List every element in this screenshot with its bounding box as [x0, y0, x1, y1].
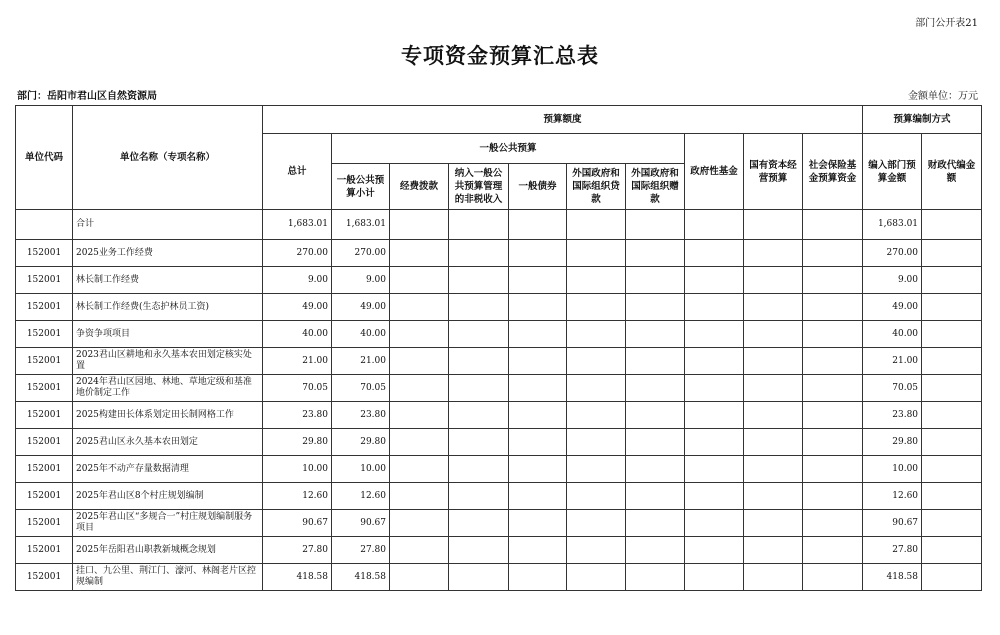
fiscal-proxy-cell: [922, 510, 982, 537]
foreign-grant-cell: [626, 510, 685, 537]
unit-code-cell: 152001: [16, 294, 73, 321]
general-bond-cell: [509, 510, 567, 537]
unit-name-cell: 挂口、九公里、荆江门、濠河、林阁老片区控规编制: [73, 564, 263, 591]
state-capital-cell: [744, 537, 803, 564]
fiscal-proxy-cell: [922, 267, 982, 294]
unit-code-cell: 152001: [16, 564, 73, 591]
table-row: [16, 294, 982, 321]
unit-name-cell: 林长制工作经费: [73, 267, 263, 294]
nontax-cell: [449, 321, 509, 348]
foreign-grant-cell: [626, 429, 685, 456]
total-cell: 1,683.01: [263, 210, 332, 240]
dept-budget-cell: 29.80: [863, 429, 922, 456]
foreign-loan-cell: [567, 510, 626, 537]
table-row: [16, 321, 982, 348]
total-cell: 270.00: [263, 240, 332, 267]
nontax-cell: [449, 240, 509, 267]
gov-fund-cell: [685, 267, 744, 294]
funding-cell: [390, 321, 449, 348]
state-capital-cell: [744, 510, 803, 537]
table-row: [16, 510, 982, 537]
unit-code-cell: 152001: [16, 456, 73, 483]
unit-code-cell: 152001: [16, 240, 73, 267]
total-cell: 90.67: [263, 510, 332, 537]
foreign-loan-cell: [567, 564, 626, 591]
foreign-loan-cell: [567, 402, 626, 429]
state-capital-cell: [744, 402, 803, 429]
foreign-grant-cell: [626, 348, 685, 375]
gp-subtotal-cell: 12.60: [332, 483, 390, 510]
gov-fund-cell: [685, 483, 744, 510]
foreign-grant-cell: [626, 375, 685, 402]
total-cell: 10.00: [263, 456, 332, 483]
unit-name-cell: 林长制工作经费(生态护林员工资): [73, 294, 263, 321]
total-cell: 21.00: [263, 348, 332, 375]
dept-budget-cell: 90.67: [863, 510, 922, 537]
header-general-bond: 一般债券: [509, 164, 567, 210]
nontax-cell: [449, 456, 509, 483]
table-row: [16, 348, 982, 375]
general-bond-cell: [509, 402, 567, 429]
unit-name-cell: 2025年不动产存量数据清理: [73, 456, 263, 483]
foreign-loan-cell: [567, 348, 626, 375]
foreign-loan-cell: [567, 375, 626, 402]
total-cell: 418.58: [263, 564, 332, 591]
total-cell: 70.05: [263, 375, 332, 402]
table-row: [16, 483, 982, 510]
dept-budget-cell: 23.80: [863, 402, 922, 429]
header-social-insurance: 社会保险基金预算资金: [803, 134, 863, 210]
gp-subtotal-cell: 21.00: [332, 348, 390, 375]
foreign-grant-cell: [626, 456, 685, 483]
page-tag: 部门公开表21: [915, 18, 978, 29]
foreign-grant-cell: [626, 267, 685, 294]
funding-cell: [390, 429, 449, 456]
funding-cell: [390, 240, 449, 267]
table-row: [16, 456, 982, 483]
unit-name-cell: 合计: [73, 210, 263, 240]
social-insurance-cell: [803, 240, 863, 267]
gp-subtotal-cell: 1,683.01: [332, 210, 390, 240]
total-cell: 12.60: [263, 483, 332, 510]
state-capital-cell: [744, 348, 803, 375]
social-insurance-cell: [803, 321, 863, 348]
gov-fund-cell: [685, 348, 744, 375]
dept-budget-cell: 27.80: [863, 537, 922, 564]
table-row: [16, 375, 982, 402]
header-foreign-grant: 外国政府和国际组织赠款: [626, 164, 685, 210]
general-bond-cell: [509, 267, 567, 294]
social-insurance-cell: [803, 294, 863, 321]
general-bond-cell: [509, 375, 567, 402]
dept-budget-cell: 40.00: [863, 321, 922, 348]
foreign-loan-cell: [567, 267, 626, 294]
amount-unit-label: 金额单位：万元: [908, 91, 978, 102]
gp-subtotal-cell: 418.58: [332, 564, 390, 591]
gp-subtotal-cell: 90.67: [332, 510, 390, 537]
header-compile-method: 预算编制方式: [863, 106, 982, 134]
total-row: [16, 210, 982, 240]
funding-cell: [390, 510, 449, 537]
state-capital-cell: [744, 294, 803, 321]
table-header: [16, 106, 982, 210]
fiscal-proxy-cell: [922, 210, 982, 240]
fiscal-proxy-cell: [922, 348, 982, 375]
foreign-loan-cell: [567, 456, 626, 483]
header-nontax: 纳入一般公共预算管理的非税收入: [449, 164, 509, 210]
fiscal-proxy-cell: [922, 402, 982, 429]
dept-budget-cell: 418.58: [863, 564, 922, 591]
foreign-grant-cell: [626, 294, 685, 321]
gp-subtotal-cell: 49.00: [332, 294, 390, 321]
nontax-cell: [449, 564, 509, 591]
header-dept-budget: 编入部门预算金额: [863, 134, 922, 210]
total-cell: 9.00: [263, 267, 332, 294]
dept-budget-cell: 10.00: [863, 456, 922, 483]
unit-name-cell: 2025业务工作经费: [73, 240, 263, 267]
gp-subtotal-cell: 70.05: [332, 375, 390, 402]
gp-subtotal-cell: 23.80: [332, 402, 390, 429]
social-insurance-cell: [803, 456, 863, 483]
funding-cell: [390, 267, 449, 294]
table-row: [16, 402, 982, 429]
header-unit-code: 单位代码: [16, 106, 73, 210]
table-row: [16, 240, 982, 267]
unit-name-cell: 2023君山区耕地和永久基本农田划定核实处置: [73, 348, 263, 375]
unit-code-cell: 152001: [16, 348, 73, 375]
page-title: 专项资金预算汇总表: [401, 44, 599, 68]
gov-fund-cell: [685, 537, 744, 564]
fiscal-proxy-cell: [922, 483, 982, 510]
funding-cell: [390, 564, 449, 591]
general-bond-cell: [509, 321, 567, 348]
fiscal-proxy-cell: [922, 564, 982, 591]
total-cell: 49.00: [263, 294, 332, 321]
dept-budget-cell: 9.00: [863, 267, 922, 294]
state-capital-cell: [744, 240, 803, 267]
dept-budget-cell: 1,683.01: [863, 210, 922, 240]
funding-cell: [390, 210, 449, 240]
state-capital-cell: [744, 456, 803, 483]
unit-name-cell: 2025年君山区8个村庄规划编制: [73, 483, 263, 510]
social-insurance-cell: [803, 510, 863, 537]
state-capital-cell: [744, 429, 803, 456]
funding-cell: [390, 375, 449, 402]
social-insurance-cell: [803, 402, 863, 429]
general-bond-cell: [509, 537, 567, 564]
funding-cell: [390, 483, 449, 510]
gp-subtotal-cell: 9.00: [332, 267, 390, 294]
foreign-loan-cell: [567, 210, 626, 240]
general-bond-cell: [509, 456, 567, 483]
unit-name-cell: 争资争项项目: [73, 321, 263, 348]
table-row: [16, 564, 982, 591]
table-body: [16, 210, 982, 591]
total-cell: 29.80: [263, 429, 332, 456]
foreign-grant-cell: [626, 240, 685, 267]
foreign-loan-cell: [567, 429, 626, 456]
general-bond-cell: [509, 564, 567, 591]
total-cell: 40.00: [263, 321, 332, 348]
fiscal-proxy-cell: [922, 429, 982, 456]
total-cell: 23.80: [263, 402, 332, 429]
unit-code-cell: 152001: [16, 321, 73, 348]
header-unit-name: 单位名称（专项名称）: [73, 106, 263, 210]
social-insurance-cell: [803, 564, 863, 591]
social-insurance-cell: [803, 375, 863, 402]
table-row: [16, 537, 982, 564]
gp-subtotal-cell: 270.00: [332, 240, 390, 267]
department-label: 部门：岳阳市君山区自然资源局: [17, 91, 157, 102]
gov-fund-cell: [685, 402, 744, 429]
unit-code-cell: 152001: [16, 375, 73, 402]
fiscal-proxy-cell: [922, 537, 982, 564]
budget-table: [15, 105, 982, 591]
social-insurance-cell: [803, 429, 863, 456]
dept-budget-cell: 12.60: [863, 483, 922, 510]
state-capital-cell: [744, 210, 803, 240]
header-foreign-loan: 外国政府和国际组织贷款: [567, 164, 626, 210]
social-insurance-cell: [803, 348, 863, 375]
header-budget-amount: 预算额度: [263, 106, 863, 134]
social-insurance-cell: [803, 210, 863, 240]
fiscal-proxy-cell: [922, 294, 982, 321]
nontax-cell: [449, 294, 509, 321]
state-capital-cell: [744, 483, 803, 510]
dept-budget-cell: 49.00: [863, 294, 922, 321]
header-gp-subtotal: 一般公共预算小计: [332, 164, 390, 210]
gov-fund-cell: [685, 210, 744, 240]
general-bond-cell: [509, 210, 567, 240]
foreign-grant-cell: [626, 402, 685, 429]
header-funding: 经费拨款: [390, 164, 449, 210]
gov-fund-cell: [685, 294, 744, 321]
unit-name-cell: 2024年君山区园地、林地、草地定级和基准地价制定工作: [73, 375, 263, 402]
state-capital-cell: [744, 375, 803, 402]
header-state-capital: 国有资本经营预算: [744, 134, 803, 210]
unit-code-cell: 152001: [16, 537, 73, 564]
header-gov-fund: 政府性基金: [685, 134, 744, 210]
nontax-cell: [449, 510, 509, 537]
social-insurance-cell: [803, 483, 863, 510]
gov-fund-cell: [685, 564, 744, 591]
dept-budget-cell: 270.00: [863, 240, 922, 267]
foreign-grant-cell: [626, 537, 685, 564]
general-bond-cell: [509, 348, 567, 375]
nontax-cell: [449, 375, 509, 402]
funding-cell: [390, 294, 449, 321]
fiscal-proxy-cell: [922, 456, 982, 483]
total-cell: 27.80: [263, 537, 332, 564]
unit-code-cell: 152001: [16, 483, 73, 510]
unit-name-cell: 2025年岳阳君山职教新城概念规划: [73, 537, 263, 564]
gov-fund-cell: [685, 375, 744, 402]
foreign-loan-cell: [567, 537, 626, 564]
gov-fund-cell: [685, 429, 744, 456]
nontax-cell: [449, 537, 509, 564]
foreign-grant-cell: [626, 483, 685, 510]
gov-fund-cell: [685, 321, 744, 348]
general-bond-cell: [509, 429, 567, 456]
unit-code-cell: [16, 210, 73, 240]
general-bond-cell: [509, 240, 567, 267]
nontax-cell: [449, 348, 509, 375]
foreign-grant-cell: [626, 564, 685, 591]
social-insurance-cell: [803, 537, 863, 564]
unit-code-cell: 152001: [16, 402, 73, 429]
foreign-loan-cell: [567, 240, 626, 267]
funding-cell: [390, 537, 449, 564]
unit-code-cell: 152001: [16, 429, 73, 456]
unit-name-cell: 2025年君山区“多规合一”村庄规划编制服务项目: [73, 510, 263, 537]
foreign-loan-cell: [567, 483, 626, 510]
nontax-cell: [449, 402, 509, 429]
gp-subtotal-cell: 10.00: [332, 456, 390, 483]
fiscal-proxy-cell: [922, 321, 982, 348]
fiscal-proxy-cell: [922, 375, 982, 402]
unit-name-cell: 2025构建田长体系划定田长制网格工作: [73, 402, 263, 429]
state-capital-cell: [744, 321, 803, 348]
social-insurance-cell: [803, 267, 863, 294]
header-total: 总计: [263, 134, 332, 210]
header-fiscal-proxy: 财政代编金额: [922, 134, 982, 210]
gp-subtotal-cell: 40.00: [332, 321, 390, 348]
nontax-cell: [449, 483, 509, 510]
dept-budget-cell: 70.05: [863, 375, 922, 402]
funding-cell: [390, 402, 449, 429]
nontax-cell: [449, 267, 509, 294]
gp-subtotal-cell: 29.80: [332, 429, 390, 456]
foreign-grant-cell: [626, 210, 685, 240]
fiscal-proxy-cell: [922, 240, 982, 267]
funding-cell: [390, 348, 449, 375]
gov-fund-cell: [685, 240, 744, 267]
foreign-loan-cell: [567, 321, 626, 348]
header-general-public-budget: 一般公共预算: [332, 134, 685, 164]
general-bond-cell: [509, 483, 567, 510]
state-capital-cell: [744, 267, 803, 294]
gp-subtotal-cell: 27.80: [332, 537, 390, 564]
gov-fund-cell: [685, 510, 744, 537]
table-row: [16, 267, 982, 294]
funding-cell: [390, 456, 449, 483]
unit-code-cell: 152001: [16, 267, 73, 294]
nontax-cell: [449, 429, 509, 456]
unit-name-cell: 2025君山区永久基本农田划定: [73, 429, 263, 456]
nontax-cell: [449, 210, 509, 240]
gov-fund-cell: [685, 456, 744, 483]
dept-budget-cell: 21.00: [863, 348, 922, 375]
table-row: [16, 429, 982, 456]
general-bond-cell: [509, 294, 567, 321]
state-capital-cell: [744, 564, 803, 591]
unit-code-cell: 152001: [16, 510, 73, 537]
foreign-grant-cell: [626, 321, 685, 348]
foreign-loan-cell: [567, 294, 626, 321]
